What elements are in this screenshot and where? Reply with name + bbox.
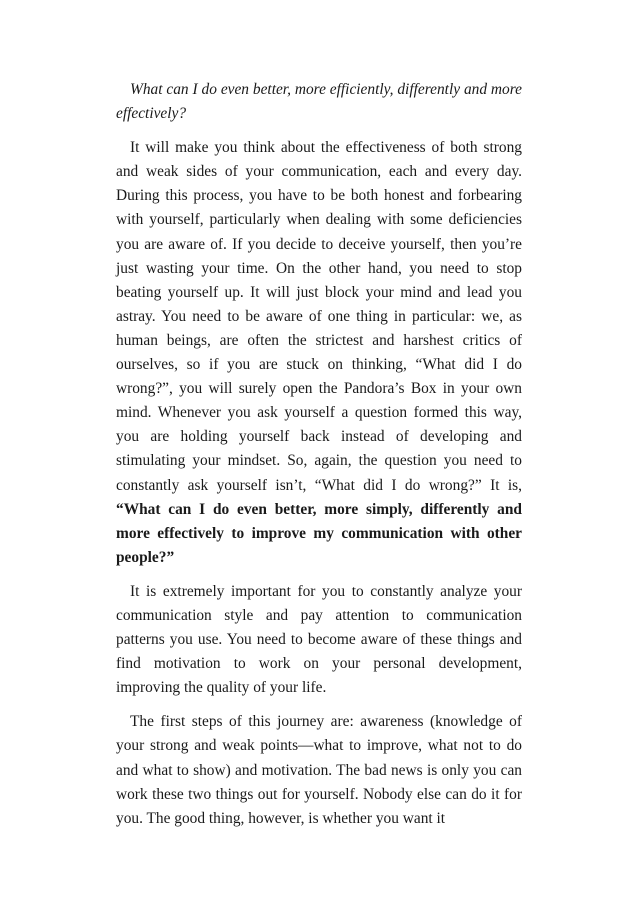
italic-question-paragraph: What can I do even better, more efficiently, differently and more effectively?: [116, 81, 522, 123]
document-page: [116, 78, 522, 841]
key-question-bold: “What can I do even better, more simply, differently and more effectively to improve my communication with other people?”: [116, 500, 522, 566]
analysis-paragraph: It is extremely important for you to constantly analyze your communication style and pay attention to communication patterns you use. You need to become aware of these things and find motivation to work on your personal development, improving the quality of your life.: [116, 582, 522, 697]
first-steps-paragraph: The first steps of this journey are: awareness (knowledge of your strong and weak points—what to improve, what not to do and what to show) and motivation. The bad news is only you can work these two things out for yourself. Nobody else can do it for you. The good thing, however, is whether you want it: [116, 713, 522, 827]
reflection-text: It will make you think about the effectiveness of both strong and weak sides of your communication, each and every day. During this process, you have to be both honest and forbearing with yourself, particularly when dealing with some deficiencies you are aware of. If you decide to deceive yourself, then you’re just wasting your time. On the other hand, you need to stop beating yourself up. It will just block your mind and lead you astray. You need to be aware of one thing in particular: we, as human beings, are often the strictest and harshest critics of ourselves, so if you are stuck on thinking, “What did I do wrong?”, you will surely open the Pandora’s Box in your own mind. Whenever you ask yourself a question formed this way, you are holding yourself back instead of developing and stimulating your mindset. So, again, the question you need to constantly ask yourself isn’t, “What did I do wrong?” It is,: [116, 139, 522, 494]
reflection-paragraph: [116, 136, 522, 570]
